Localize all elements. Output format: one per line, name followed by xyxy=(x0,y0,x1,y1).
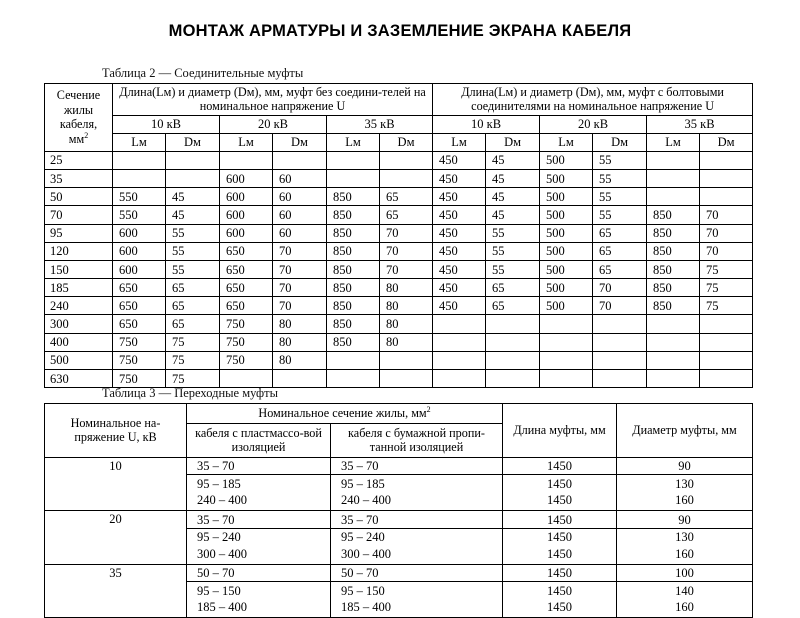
cell-value: 650 xyxy=(113,315,166,333)
cell-plastic-section: 35 – 70 xyxy=(187,457,331,475)
cell-paper-section: 185 – 400 xyxy=(331,599,503,618)
header-dm-4: Dм xyxy=(486,133,540,151)
cell-coupling-diameter: 100 xyxy=(617,564,753,582)
table-2-head xyxy=(45,84,753,152)
cell-value: 850 xyxy=(327,297,380,315)
cell-value xyxy=(380,370,433,388)
cell-value: 600 xyxy=(113,242,166,260)
cell-value: 55 xyxy=(593,169,647,187)
cell-value xyxy=(540,351,593,369)
cell-cable-section: 120 xyxy=(45,242,113,260)
header-dm-5: Dм xyxy=(593,133,647,151)
cell-coupling-length: 1450 xyxy=(503,599,617,618)
cell-value: 850 xyxy=(647,279,700,297)
cell-cable-section: 500 xyxy=(45,351,113,369)
table-2-header-row-1 xyxy=(45,84,753,116)
cell-value xyxy=(327,151,380,169)
cell-value: 650 xyxy=(220,279,273,297)
cell-paper-section: 95 – 150 xyxy=(331,582,503,599)
cell-value: 75 xyxy=(700,279,753,297)
cell-plastic-section: 95 – 150 xyxy=(187,582,331,599)
table-row xyxy=(45,370,753,388)
cell-value xyxy=(113,169,166,187)
cell-plastic-section: 95 – 185 xyxy=(187,475,331,492)
cell-coupling-length: 1450 xyxy=(503,582,617,599)
cell-value xyxy=(647,169,700,187)
cell-value: 850 xyxy=(327,333,380,351)
cell-coupling-diameter: 140 xyxy=(617,582,753,599)
header-dm-3: Dм xyxy=(380,133,433,151)
cell-value: 600 xyxy=(220,206,273,224)
cell-value: 850 xyxy=(327,279,380,297)
cell-nominal-voltage: 20 xyxy=(45,511,187,565)
header-dm-2: Dм xyxy=(273,133,327,151)
cell-value: 80 xyxy=(380,279,433,297)
table-row xyxy=(45,315,753,333)
connecting-couplings-table xyxy=(44,83,753,388)
cell-value: 600 xyxy=(220,169,273,187)
cell-coupling-length: 1450 xyxy=(503,528,617,545)
cell-value: 850 xyxy=(327,188,380,206)
header-lm-5: Lм xyxy=(540,133,593,151)
cell-value xyxy=(593,333,647,351)
cell-value: 600 xyxy=(113,224,166,242)
cell-value xyxy=(647,151,700,169)
cell-value: 750 xyxy=(113,351,166,369)
cell-value xyxy=(486,370,540,388)
cell-coupling-length: 1450 xyxy=(503,492,617,511)
cell-value xyxy=(486,315,540,333)
cell-coupling-diameter: 130 xyxy=(617,528,753,545)
cell-coupling-diameter: 160 xyxy=(617,599,753,618)
table-3-block xyxy=(44,386,752,618)
cell-cable-section: 300 xyxy=(45,315,113,333)
cell-value: 550 xyxy=(113,188,166,206)
header-section-text: Номинальное сечение жилы, мм xyxy=(258,406,427,420)
cell-value: 450 xyxy=(433,188,486,206)
cell-value: 850 xyxy=(327,315,380,333)
cell-value: 55 xyxy=(166,224,220,242)
cell-value: 55 xyxy=(593,151,647,169)
cell-cable-section: 25 xyxy=(45,151,113,169)
cell-coupling-diameter: 160 xyxy=(617,492,753,511)
cell-value xyxy=(433,315,486,333)
cell-plastic-section: 300 – 400 xyxy=(187,545,331,564)
cell-value xyxy=(220,370,273,388)
cell-coupling-diameter: 160 xyxy=(617,545,753,564)
cell-value: 80 xyxy=(273,315,327,333)
cell-value xyxy=(273,151,327,169)
table-row xyxy=(45,457,753,475)
table-row xyxy=(45,224,753,242)
cell-value: 450 xyxy=(433,242,486,260)
cell-value: 70 xyxy=(273,279,327,297)
header-section-superscript: 2 xyxy=(426,404,431,414)
cell-value xyxy=(647,333,700,351)
cell-value: 450 xyxy=(433,169,486,187)
cell-coupling-length: 1450 xyxy=(503,545,617,564)
cell-value: 650 xyxy=(113,279,166,297)
cell-value xyxy=(220,151,273,169)
cell-value xyxy=(593,370,647,388)
cell-paper-section: 95 – 240 xyxy=(331,528,503,545)
cell-cable-section: 185 xyxy=(45,279,113,297)
table-2-body xyxy=(45,151,753,387)
cell-coupling-length: 1450 xyxy=(503,457,617,475)
cell-value: 500 xyxy=(540,242,593,260)
table-row xyxy=(45,333,753,351)
cell-paper-section: 35 – 70 xyxy=(331,511,503,529)
cell-value: 75 xyxy=(166,370,220,388)
header-nominal-voltage: Номинальное на-пряжение U, кВ xyxy=(45,404,187,458)
table-2-caption: Таблица 2 — Соединительные муфты xyxy=(102,66,304,80)
cell-coupling-diameter: 90 xyxy=(617,511,753,529)
cell-coupling-length: 1450 xyxy=(503,475,617,492)
cell-value: 80 xyxy=(380,297,433,315)
cell-value xyxy=(700,370,753,388)
cell-value xyxy=(647,315,700,333)
stub-line-4: мм xyxy=(68,132,85,147)
cell-value xyxy=(327,351,380,369)
stub-line-3: кабеля, xyxy=(59,117,98,132)
cell-value: 450 xyxy=(433,206,486,224)
cell-value: 850 xyxy=(647,224,700,242)
header-voltage-20kv-left: 20 кВ xyxy=(220,115,327,133)
cell-value: 70 xyxy=(380,224,433,242)
cell-value: 450 xyxy=(433,151,486,169)
table-2-header-row-3 xyxy=(45,133,753,151)
stub-superscript: 2 xyxy=(84,130,89,140)
cell-value xyxy=(380,151,433,169)
cell-value: 65 xyxy=(486,297,540,315)
header-lm-3: Lм xyxy=(327,133,380,151)
cell-value: 550 xyxy=(113,206,166,224)
header-nominal-core-section xyxy=(187,404,503,424)
cell-value xyxy=(593,351,647,369)
transition-couplings-table xyxy=(44,403,753,618)
table-row xyxy=(45,297,753,315)
cell-value: 500 xyxy=(540,297,593,315)
cell-value: 55 xyxy=(593,188,647,206)
table-row xyxy=(45,206,753,224)
cell-value xyxy=(433,351,486,369)
cell-value xyxy=(647,351,700,369)
table-row xyxy=(45,151,753,169)
cell-value: 70 xyxy=(380,242,433,260)
cell-value: 80 xyxy=(273,351,327,369)
cell-value: 65 xyxy=(593,242,647,260)
cell-paper-section: 35 – 70 xyxy=(331,457,503,475)
cell-value xyxy=(700,169,753,187)
cell-coupling-diameter: 90 xyxy=(617,457,753,475)
cell-value: 70 xyxy=(700,206,753,224)
cell-value: 450 xyxy=(433,260,486,278)
cell-value: 70 xyxy=(273,297,327,315)
cell-value: 70 xyxy=(593,297,647,315)
table-3-body xyxy=(45,457,753,618)
cell-value: 450 xyxy=(433,297,486,315)
cell-value: 500 xyxy=(540,260,593,278)
stub-line-2: жилы xyxy=(63,102,94,117)
cell-value: 600 xyxy=(113,260,166,278)
header-lm-2: Lм xyxy=(220,133,273,151)
cell-coupling-length: 1450 xyxy=(503,511,617,529)
table-row xyxy=(45,351,753,369)
cell-plastic-section: 35 – 70 xyxy=(187,511,331,529)
page-title: МОНТАЖ АРМАТУРЫ И ЗАЗЕМЛЕНИЕ ЭКРАНА КАБЕЛЯ xyxy=(168,22,632,40)
cell-value: 500 xyxy=(540,224,593,242)
cell-value: 65 xyxy=(486,279,540,297)
cell-value xyxy=(486,333,540,351)
cell-value xyxy=(433,333,486,351)
cell-value xyxy=(433,370,486,388)
header-voltage-35kv-left: 35 кВ xyxy=(327,115,433,133)
cell-value xyxy=(327,370,380,388)
cell-value: 650 xyxy=(220,242,273,260)
cell-value xyxy=(700,333,753,351)
cell-value: 650 xyxy=(220,297,273,315)
cell-value: 750 xyxy=(113,370,166,388)
cell-value: 45 xyxy=(486,188,540,206)
cell-value: 70 xyxy=(273,260,327,278)
cell-value: 65 xyxy=(166,297,220,315)
header-cable-section xyxy=(45,84,113,152)
cell-value xyxy=(700,188,753,206)
cell-value: 600 xyxy=(220,188,273,206)
cell-value: 850 xyxy=(327,206,380,224)
cell-value: 45 xyxy=(166,188,220,206)
cell-value: 60 xyxy=(273,188,327,206)
cell-nominal-voltage: 35 xyxy=(45,564,187,618)
table-row xyxy=(45,242,753,260)
cell-value: 450 xyxy=(433,279,486,297)
cell-value xyxy=(700,351,753,369)
cell-value: 55 xyxy=(486,224,540,242)
header-lm-4: Lм xyxy=(433,133,486,151)
header-voltage-20kv-right: 20 кВ xyxy=(540,115,647,133)
cell-value: 750 xyxy=(220,315,273,333)
cell-value: 75 xyxy=(700,297,753,315)
header-coupling-length: Длина муфты, мм xyxy=(503,404,617,458)
cell-value: 750 xyxy=(220,351,273,369)
cell-cable-section: 630 xyxy=(45,370,113,388)
table-row xyxy=(45,511,753,529)
header-coupling-diameter: Диаметр муфты, мм xyxy=(617,404,753,458)
cell-value xyxy=(166,169,220,187)
cell-value: 60 xyxy=(273,224,327,242)
header-dm-6: Dм xyxy=(700,133,753,151)
cell-value xyxy=(540,333,593,351)
cell-value xyxy=(540,315,593,333)
cell-value: 750 xyxy=(113,333,166,351)
cell-value: 45 xyxy=(486,169,540,187)
cell-value: 850 xyxy=(647,206,700,224)
header-lm-6: Lм xyxy=(647,133,700,151)
cell-value: 45 xyxy=(486,206,540,224)
cell-value: 55 xyxy=(486,260,540,278)
cell-value: 65 xyxy=(593,224,647,242)
table-2-block xyxy=(44,66,752,388)
header-lm-1: Lм xyxy=(113,133,166,151)
cell-value: 80 xyxy=(380,315,433,333)
cell-value xyxy=(380,351,433,369)
cell-value xyxy=(273,370,327,388)
cell-value: 500 xyxy=(540,206,593,224)
cell-value: 500 xyxy=(540,169,593,187)
cell-value xyxy=(593,315,647,333)
cell-paper-section: 95 – 185 xyxy=(331,475,503,492)
table-row xyxy=(45,169,753,187)
cell-value: 55 xyxy=(593,206,647,224)
cell-value: 500 xyxy=(540,279,593,297)
cell-value: 60 xyxy=(273,169,327,187)
cell-coupling-length: 1450 xyxy=(503,564,617,582)
cell-value: 70 xyxy=(380,260,433,278)
cell-value: 65 xyxy=(380,206,433,224)
cell-value: 70 xyxy=(273,242,327,260)
cell-value: 75 xyxy=(700,260,753,278)
cell-cable-section: 50 xyxy=(45,188,113,206)
stub-line-1: Сечение xyxy=(56,88,101,103)
cell-value: 60 xyxy=(273,206,327,224)
header-dm-1: Dм xyxy=(166,133,220,151)
cell-value: 65 xyxy=(593,260,647,278)
cell-cable-section: 150 xyxy=(45,260,113,278)
cell-cable-section: 70 xyxy=(45,206,113,224)
cell-value xyxy=(327,169,380,187)
table-row xyxy=(45,279,753,297)
cell-plastic-section: 185 – 400 xyxy=(187,599,331,618)
cell-value xyxy=(540,370,593,388)
table-row xyxy=(45,564,753,582)
cell-plastic-section: 240 – 400 xyxy=(187,492,331,511)
cell-value xyxy=(486,351,540,369)
table-3-head xyxy=(45,404,753,458)
cell-value: 850 xyxy=(647,297,700,315)
table-3-caption: Таблица 3 — Переходные муфты xyxy=(102,386,279,400)
cell-value: 450 xyxy=(433,224,486,242)
cell-value: 55 xyxy=(486,242,540,260)
cell-value: 55 xyxy=(166,242,220,260)
table-row xyxy=(45,188,753,206)
header-voltage-35kv-right: 35 кВ xyxy=(647,115,753,133)
cell-value: 45 xyxy=(166,206,220,224)
cell-value: 850 xyxy=(647,242,700,260)
cell-value: 65 xyxy=(380,188,433,206)
cell-paper-section: 300 – 400 xyxy=(331,545,503,564)
cell-value xyxy=(380,169,433,187)
cell-value: 75 xyxy=(166,333,220,351)
cell-value xyxy=(166,151,220,169)
cell-value: 70 xyxy=(700,242,753,260)
header-group-with-bolt-connectors: Длина(Lм) и диаметр (Dм), мм, муфт с болтовыми соединителями на номинальное напряжение U xyxy=(433,84,753,116)
cell-value: 650 xyxy=(220,260,273,278)
cell-paper-section: 240 – 400 xyxy=(331,492,503,511)
cell-value xyxy=(113,151,166,169)
cell-value: 65 xyxy=(166,279,220,297)
cell-nominal-voltage: 10 xyxy=(45,457,187,511)
cell-value: 600 xyxy=(220,224,273,242)
header-paper-insulation: кабеля с бумажной пропи-танной изоляцией xyxy=(331,423,503,457)
header-group-without-connectors: Длина(Lм) и диаметр (Dм), мм, муфт без соедини-телей на номинальное напряжение U xyxy=(113,84,433,116)
cell-paper-section: 50 – 70 xyxy=(331,564,503,582)
cell-value: 70 xyxy=(700,224,753,242)
cell-coupling-diameter: 130 xyxy=(617,475,753,492)
cell-cable-section: 35 xyxy=(45,169,113,187)
header-voltage-10kv-right: 10 кВ xyxy=(433,115,540,133)
cell-plastic-section: 95 – 240 xyxy=(187,528,331,545)
table-row xyxy=(45,260,753,278)
cell-plastic-section: 50 – 70 xyxy=(187,564,331,582)
cell-value: 850 xyxy=(327,224,380,242)
cell-value: 750 xyxy=(220,333,273,351)
cell-value xyxy=(700,315,753,333)
cell-value: 80 xyxy=(273,333,327,351)
cell-value: 45 xyxy=(486,151,540,169)
cell-value: 500 xyxy=(540,188,593,206)
cell-value: 80 xyxy=(380,333,433,351)
cell-cable-section: 400 xyxy=(45,333,113,351)
cell-value: 850 xyxy=(327,242,380,260)
header-voltage-10kv-left: 10 кВ xyxy=(113,115,220,133)
header-plastic-insulation: кабеля с пластмассо-вой изоляцией xyxy=(187,423,331,457)
cell-value: 850 xyxy=(647,260,700,278)
cell-value: 75 xyxy=(166,351,220,369)
cell-cable-section: 240 xyxy=(45,297,113,315)
cell-value: 55 xyxy=(166,260,220,278)
cell-value xyxy=(700,151,753,169)
cell-value: 850 xyxy=(327,260,380,278)
cell-value: 500 xyxy=(540,151,593,169)
cell-value xyxy=(647,370,700,388)
table-3-header-row-1 xyxy=(45,404,753,424)
cell-value xyxy=(647,188,700,206)
cell-cable-section: 95 xyxy=(45,224,113,242)
table-2-header-row-2 xyxy=(45,115,753,133)
cell-value: 650 xyxy=(113,297,166,315)
cell-value: 70 xyxy=(593,279,647,297)
cell-value: 65 xyxy=(166,315,220,333)
